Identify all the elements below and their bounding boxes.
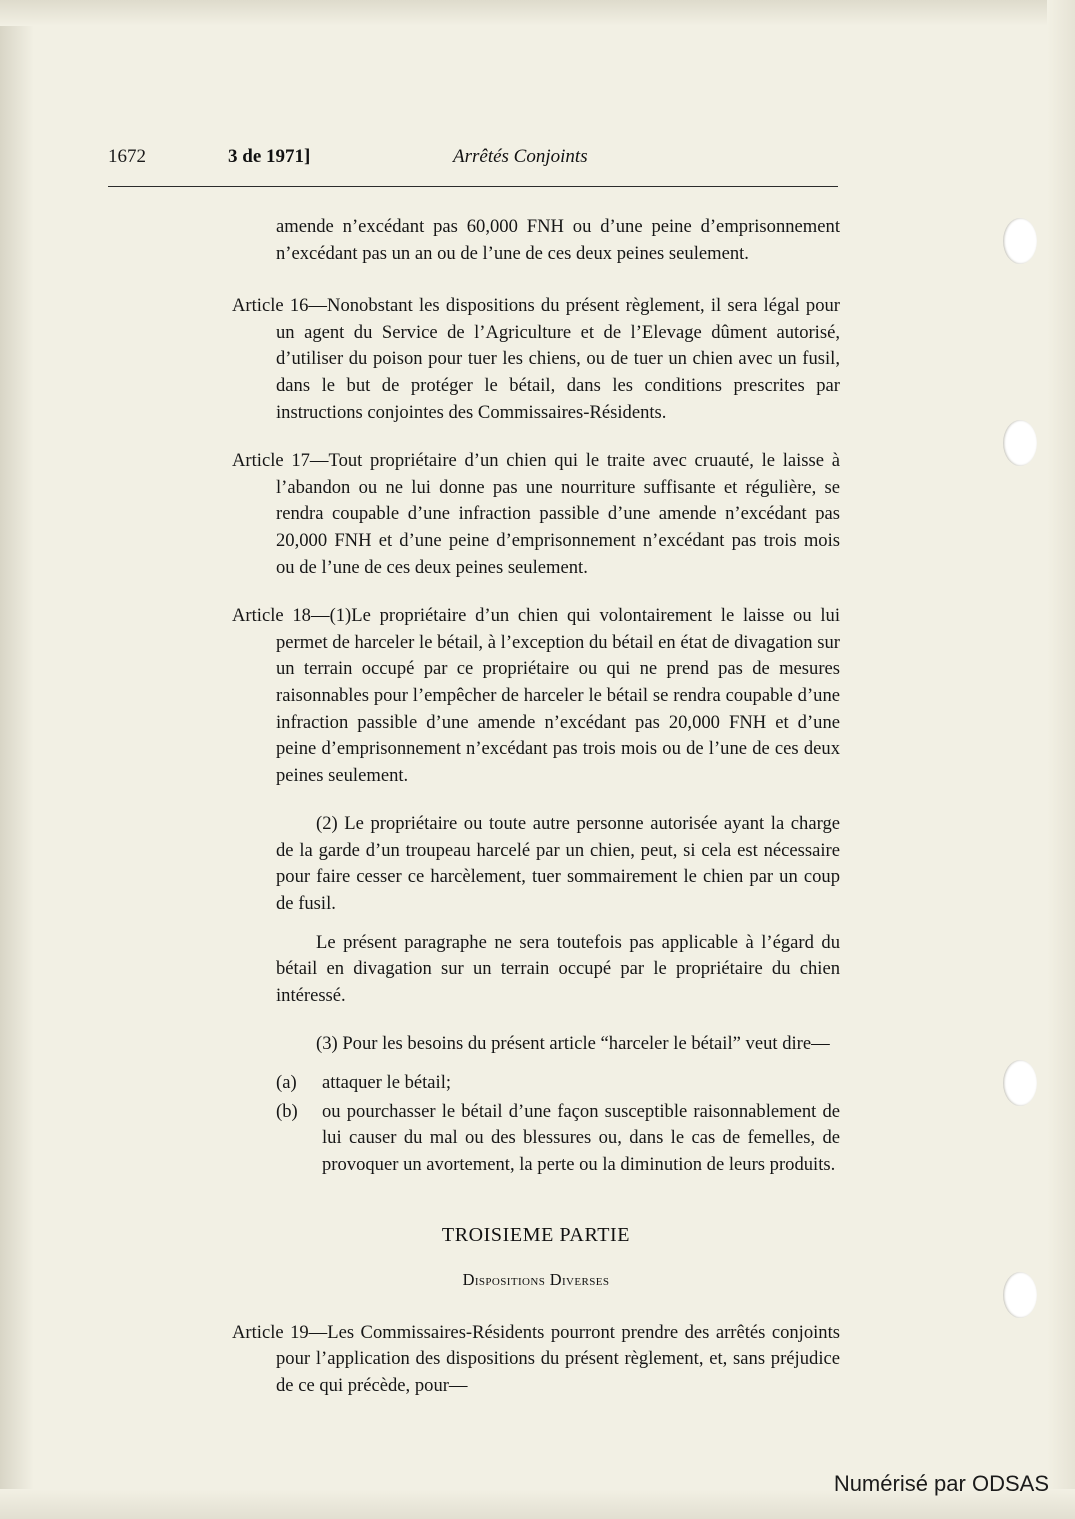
running-title: Arrêtés Conjoints: [453, 146, 588, 167]
article-16-label: Article 16—: [232, 295, 328, 317]
list-item-marker: (a): [276, 1072, 297, 1094]
article-19-label: Article 19—: [232, 1321, 328, 1343]
article-17-text: Tout propriétaire d’un chien qui le traite avec cruauté, le laisse à l’abandon ou ne lui donne pas une nourriture suffisante et régulière, se rendra coupable d’une infraction passible d’une amende n’excédant pas 20,000 FNH et d’une peine d’emprisonnement n’excédant pas trois mois ou de l’une de ces deux peines seulement.: [276, 450, 840, 578]
list-item: [232, 1070, 840, 1097]
page-number: 1672: [108, 146, 146, 167]
part-subheading: Dispositions Diverses: [462, 1270, 610, 1289]
article-18-text: Le propriétaire d’un chien qui volontairement le laisse ou lui permet de harceler le bétail, à l’exception du bétail en état de divagation sur un terrain occupé par ce propriétaire ou qui ne prend pas de mesures raisonnables pour l’empêcher de harceler le bétail se rendra coupable d’une infraction passible d’une amende n’excédant pas 20,000 FNH et d’une peine d’emprisonnement n’excédant pas trois mois ou de l’une de ces deux peines seulement.: [276, 605, 840, 786]
list-item-text: attaquer le bétail;: [322, 1072, 452, 1094]
article-19-paragraph: [232, 1320, 840, 1400]
article-16-text: Nonobstant les dispositions du présent règlement, il sera légal pour un agent du Service de l’Agriculture et de l’Elevage dûment autorisé, d’utiliser du poison pour tuer les chiens, ou de tuer un chien avec un fusil, dans le but de protéger le bétail, dans les conditions prescrites par instructions conjointes des Commissaires-Résidents.: [276, 295, 840, 423]
article-19-text: Les Commissaires-Résidents pourront prendre des arrêtés conjoints pour l’application des dispositions du présent règlement, et, sans préjudice de ce qui précède, pour—: [276, 1321, 840, 1396]
article-18-paragraph: [232, 603, 840, 789]
article-16-paragraph: [232, 293, 840, 426]
article-18-subsection-3: (3) Pour les besoins du présent article “harceler le bétail” veut dire—: [316, 1033, 830, 1055]
list-item: [232, 1099, 840, 1179]
act-reference: 3 de 1971]: [228, 146, 311, 167]
header-rule: [108, 186, 838, 187]
article-18-subsection-2-continuation: Le présent paragraphe ne sera toutefois pas applicable à l’égard du bétail en divagation sur un terrain occupé par le propriétaire du chien intéressé.: [276, 931, 840, 1006]
page-header: [108, 146, 838, 176]
article-18-label: Article 18—(1): [232, 605, 352, 627]
page-body: [232, 214, 840, 1421]
part-heading: TROISIEME PARTIE: [441, 1224, 631, 1247]
scan-credit: Numérisé par ODSAS: [833, 1471, 1049, 1496]
opening-paragraph: amende n’excédant pas 60,000 FNH ou d’une peine d’emprisonnement n’excédant pas un an ou de l’une de ces deux peines seulement.: [276, 216, 840, 264]
article-17-label: Article 17—: [232, 450, 329, 472]
list-item-text: ou pourchasser le bétail d’une façon susceptible raisonnablement de lui causer du mal ou des blessures ou, dans le cas de femelles, de provoquer un avortement, la perte ou la diminution de leurs produits.: [322, 1100, 840, 1175]
article-18-subsection-2: (2) Le propriétaire ou toute autre personne autorisée ayant la charge de la garde d’un troupeau harcelé par un chien, peut, si cela est nécessaire pour faire cesser ce harcèlement, tuer sommairement le chien par un coup de fusil.: [276, 813, 840, 915]
list-item-marker: (b): [276, 1100, 298, 1122]
article-17-paragraph: [232, 448, 840, 581]
